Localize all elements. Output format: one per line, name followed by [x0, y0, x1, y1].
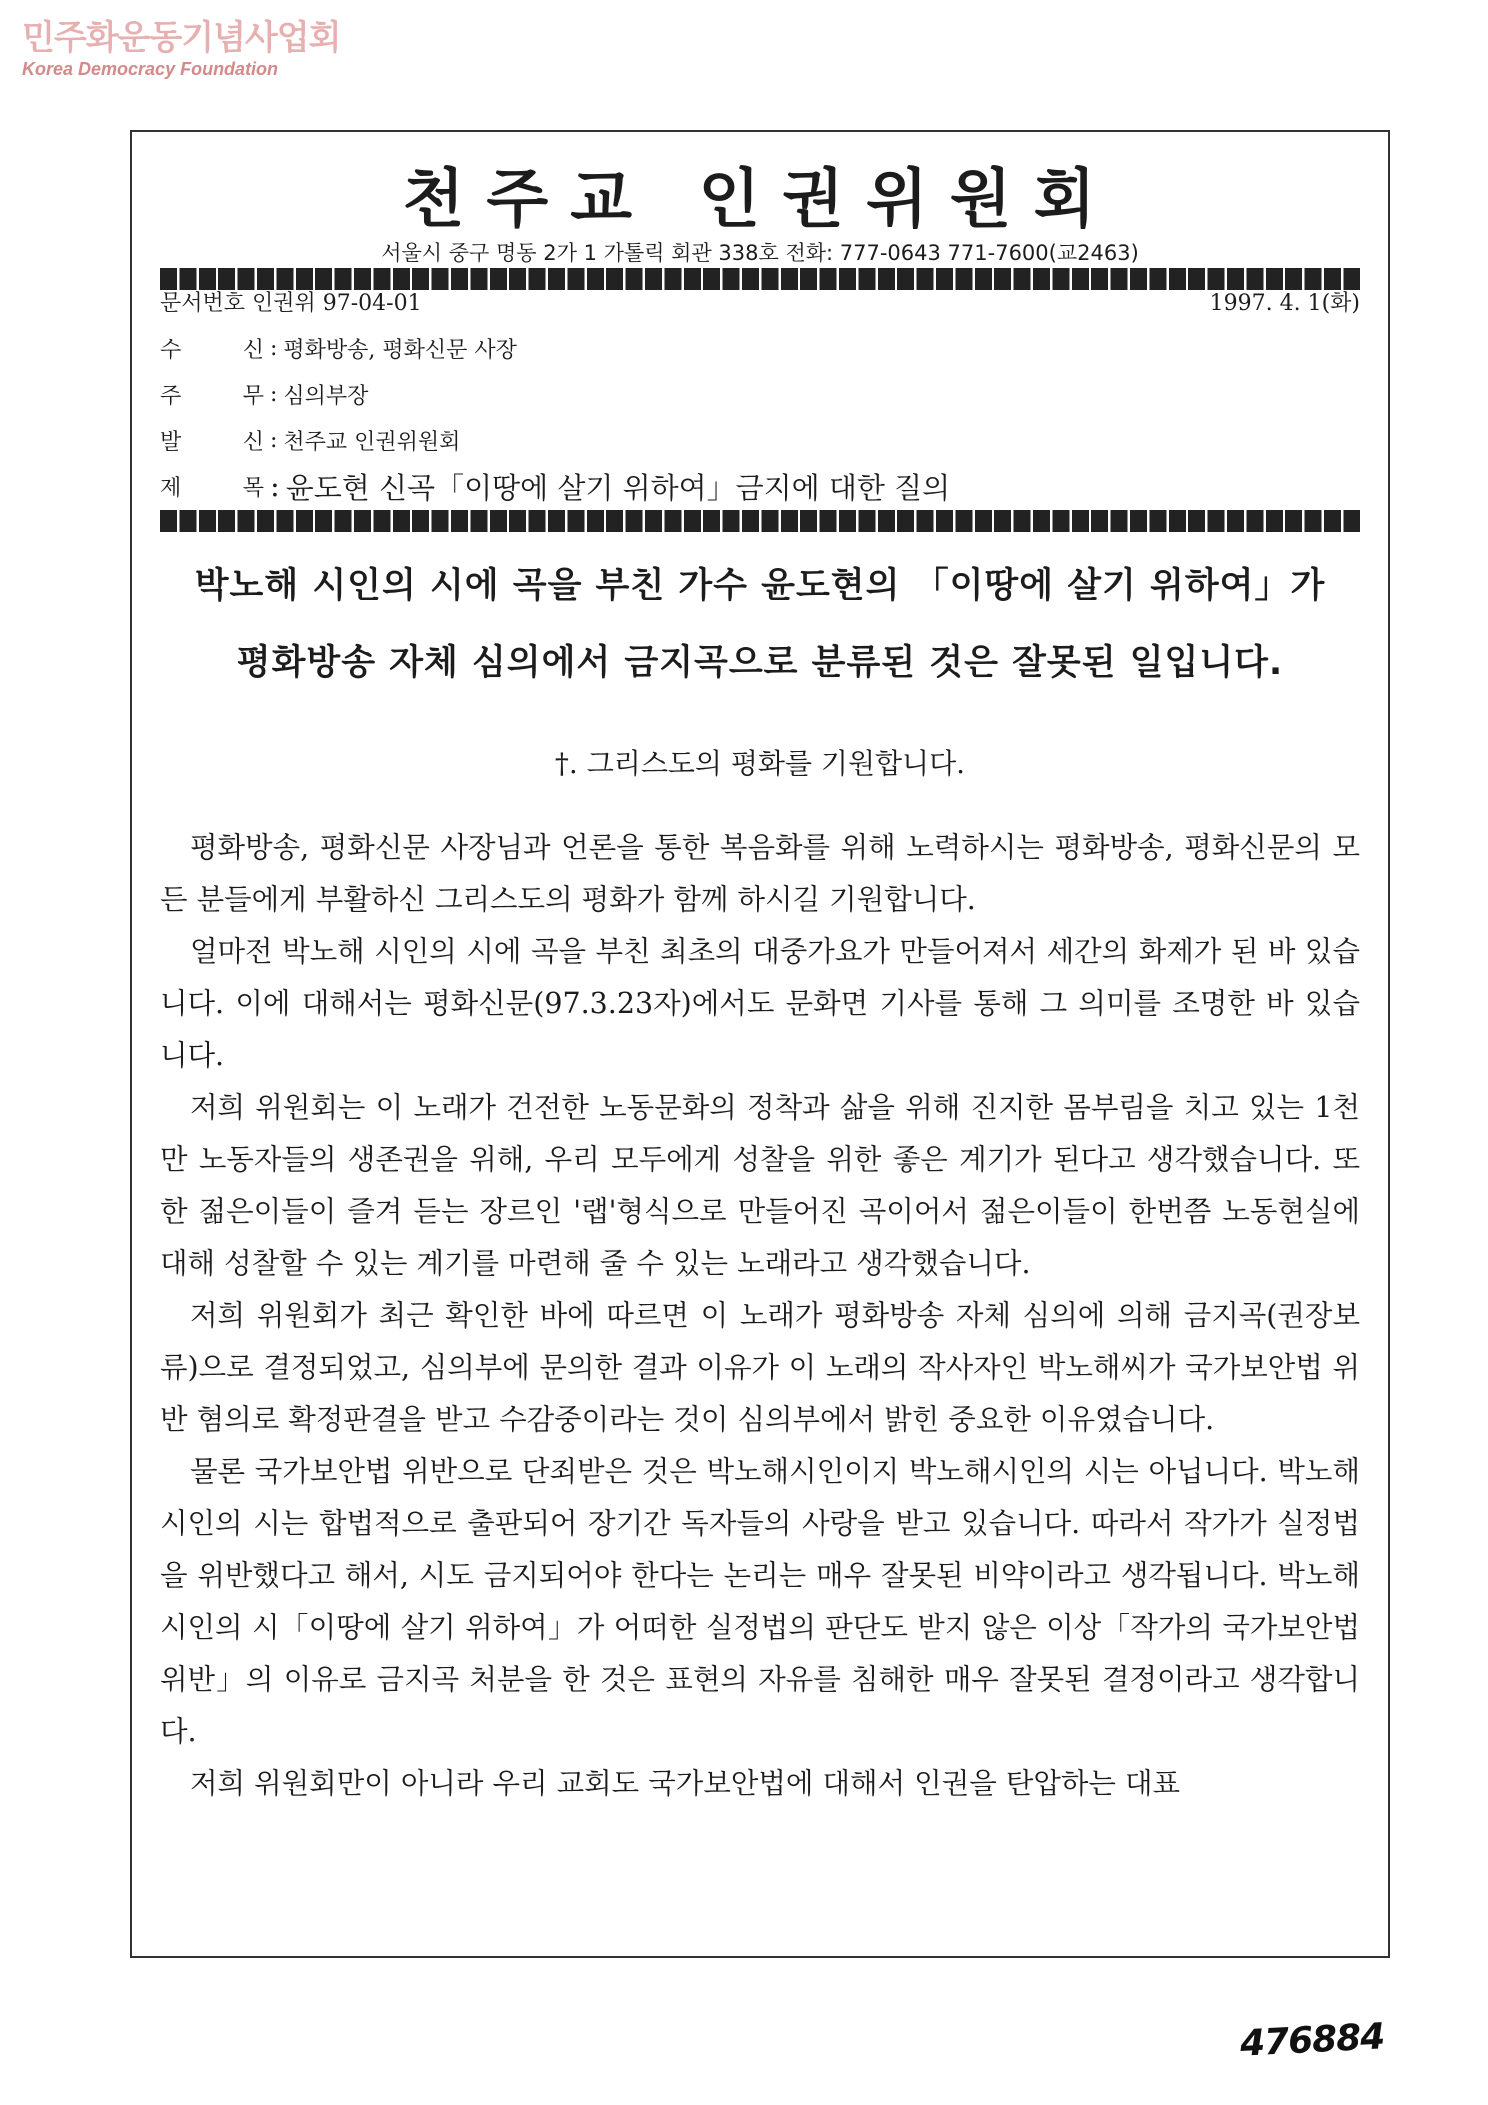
separator-rule-bottom	[160, 510, 1360, 532]
separator-rule-top	[160, 268, 1360, 290]
letterhead-title: 천주교 인권위원회	[402, 162, 1118, 237]
field-value: 평화방송, 평화신문 사장	[283, 337, 517, 363]
document-info-line	[160, 289, 1360, 319]
field-label: 발 신	[160, 429, 264, 455]
greeting: †. 그리스도의 평화를 기원합니다.	[554, 747, 966, 780]
headline-line-2: 평화방송 자체 심의에서 금지곡으로 분류된 것은 잘못된 일입니다.	[236, 643, 1284, 683]
headline-line-1: 박노해 시인의 시에 곡을 부친 가수 윤도현의 「이땅에 살기 위하여」가	[194, 566, 1326, 606]
field-label: 주 무	[160, 383, 264, 409]
archive-number: 476884	[1239, 2016, 1386, 2065]
field-value: 윤도현 신곡「이땅에 살기 위하여」금지에 대한 질의	[285, 470, 951, 505]
header-field-recipient: 수 신 : 평화방송, 평화신문 사장	[160, 325, 950, 371]
header-field-subject: 제 목 : 윤도현 신곡「이땅에 살기 위하여」금지에 대한 질의	[160, 463, 950, 509]
header-field-reference: 주 무 : 심의부장	[160, 371, 950, 417]
letter-body	[160, 822, 1360, 1810]
letterhead-address: 서울시 중구 명동 2가 1 가톨릭 회관 338호 전화: 777-0643 771-7600(교2463)	[381, 241, 1139, 265]
document-date: 1997. 4. 1(화)	[1209, 291, 1360, 316]
body-paragraph: 얼마전 박노해 시인의 시에 곡을 부친 최초의 대중가요가 만들어져서 세간의 화제가 된 바 있습니다. 이에 대해서는 평화신문(97.3.23자)에서도 문화면 기사를 통해 그 의미를 조명한 바 있습니다.	[160, 935, 1360, 1072]
watermark-english: Korea Democracy Foundation	[22, 59, 279, 79]
field-label: 수 신	[160, 337, 264, 363]
document-frame	[130, 130, 1390, 1958]
field-value: 천주교 인권위원회	[283, 429, 461, 455]
document-number: 문서번호 인권위 97-04-01	[160, 291, 422, 316]
body-paragraph: 저희 위원회가 최근 확인한 바에 따르면 이 노래가 평화방송 자체 심의에 의해 금지곡(권장보류)으로 결정되었고, 심의부에 문의한 결과 이유가 이 노래의 작사자인 박노해씨가 국가보안법 위반 혐의로 확정판결을 받고 수감중이라는 것이 심의부에서 밝힌 중요한 이유였습니다.	[160, 1299, 1360, 1436]
body-paragraph: 저희 위원회만이 아니라 우리 교회도 국가보안법에 대해서 인권을 탄압하는 대표	[190, 1767, 1181, 1800]
body-paragraph: 물론 국가보안법 위반으로 단죄받은 것은 박노해시인이지 박노해시인의 시는 아닙니다. 박노해 시인의 시는 합법적으로 출판되어 장기간 독자들의 사랑을 받고 있습니다. 따라서 작가가 실정법을 위반했다고 해서, 시도 금지되어야 한다는 논리는 매우 잘못된 비약이라고 생각됩니다. 박노해 시인의 시「이땅에 살기 위하여」가 어떠한 실정법의 판단도 받지 않은 이상「작가의 국가보안법 위반」의 이유로 금지곡 처분을 한 것은 표현의 자유를 침해한 매우 잘못된 결정이라고 생각합니다.	[160, 1455, 1360, 1748]
field-value: 심의부장	[283, 383, 369, 409]
field-label: 제 목	[160, 475, 264, 501]
header-fields	[160, 325, 950, 509]
foundation-watermark	[22, 18, 340, 80]
watermark-korean: 민주화운동기념사업회	[22, 18, 341, 58]
body-paragraph: 평화방송, 평화신문 사장님과 언론을 통한 복음화를 위해 노력하시는 평화방송, 평화신문의 모든 분들에게 부활하신 그리스도의 평화가 함께 하시길 기원합니다.	[160, 831, 1360, 916]
body-paragraph: 저희 위원회는 이 노래가 건전한 노동문화의 정착과 삶을 위해 진지한 몸부림을 치고 있는 1천만 노동자들의 생존권을 위해, 우리 모두에게 성찰을 위한 좋은 계기가 된다고 생각했습니다. 또한 젊은이들이 즐겨 듣는 장르인 '랩'형식으로 만들어진 곡이어서 젊은이들이 한번쯤 노동현실에 대해 성찰할 수 있는 계기를 마련해 줄 수 있는 노래라고 생각했습니다.	[160, 1091, 1360, 1280]
header-field-sender: 발 신 : 천주교 인권위원회	[160, 417, 950, 463]
